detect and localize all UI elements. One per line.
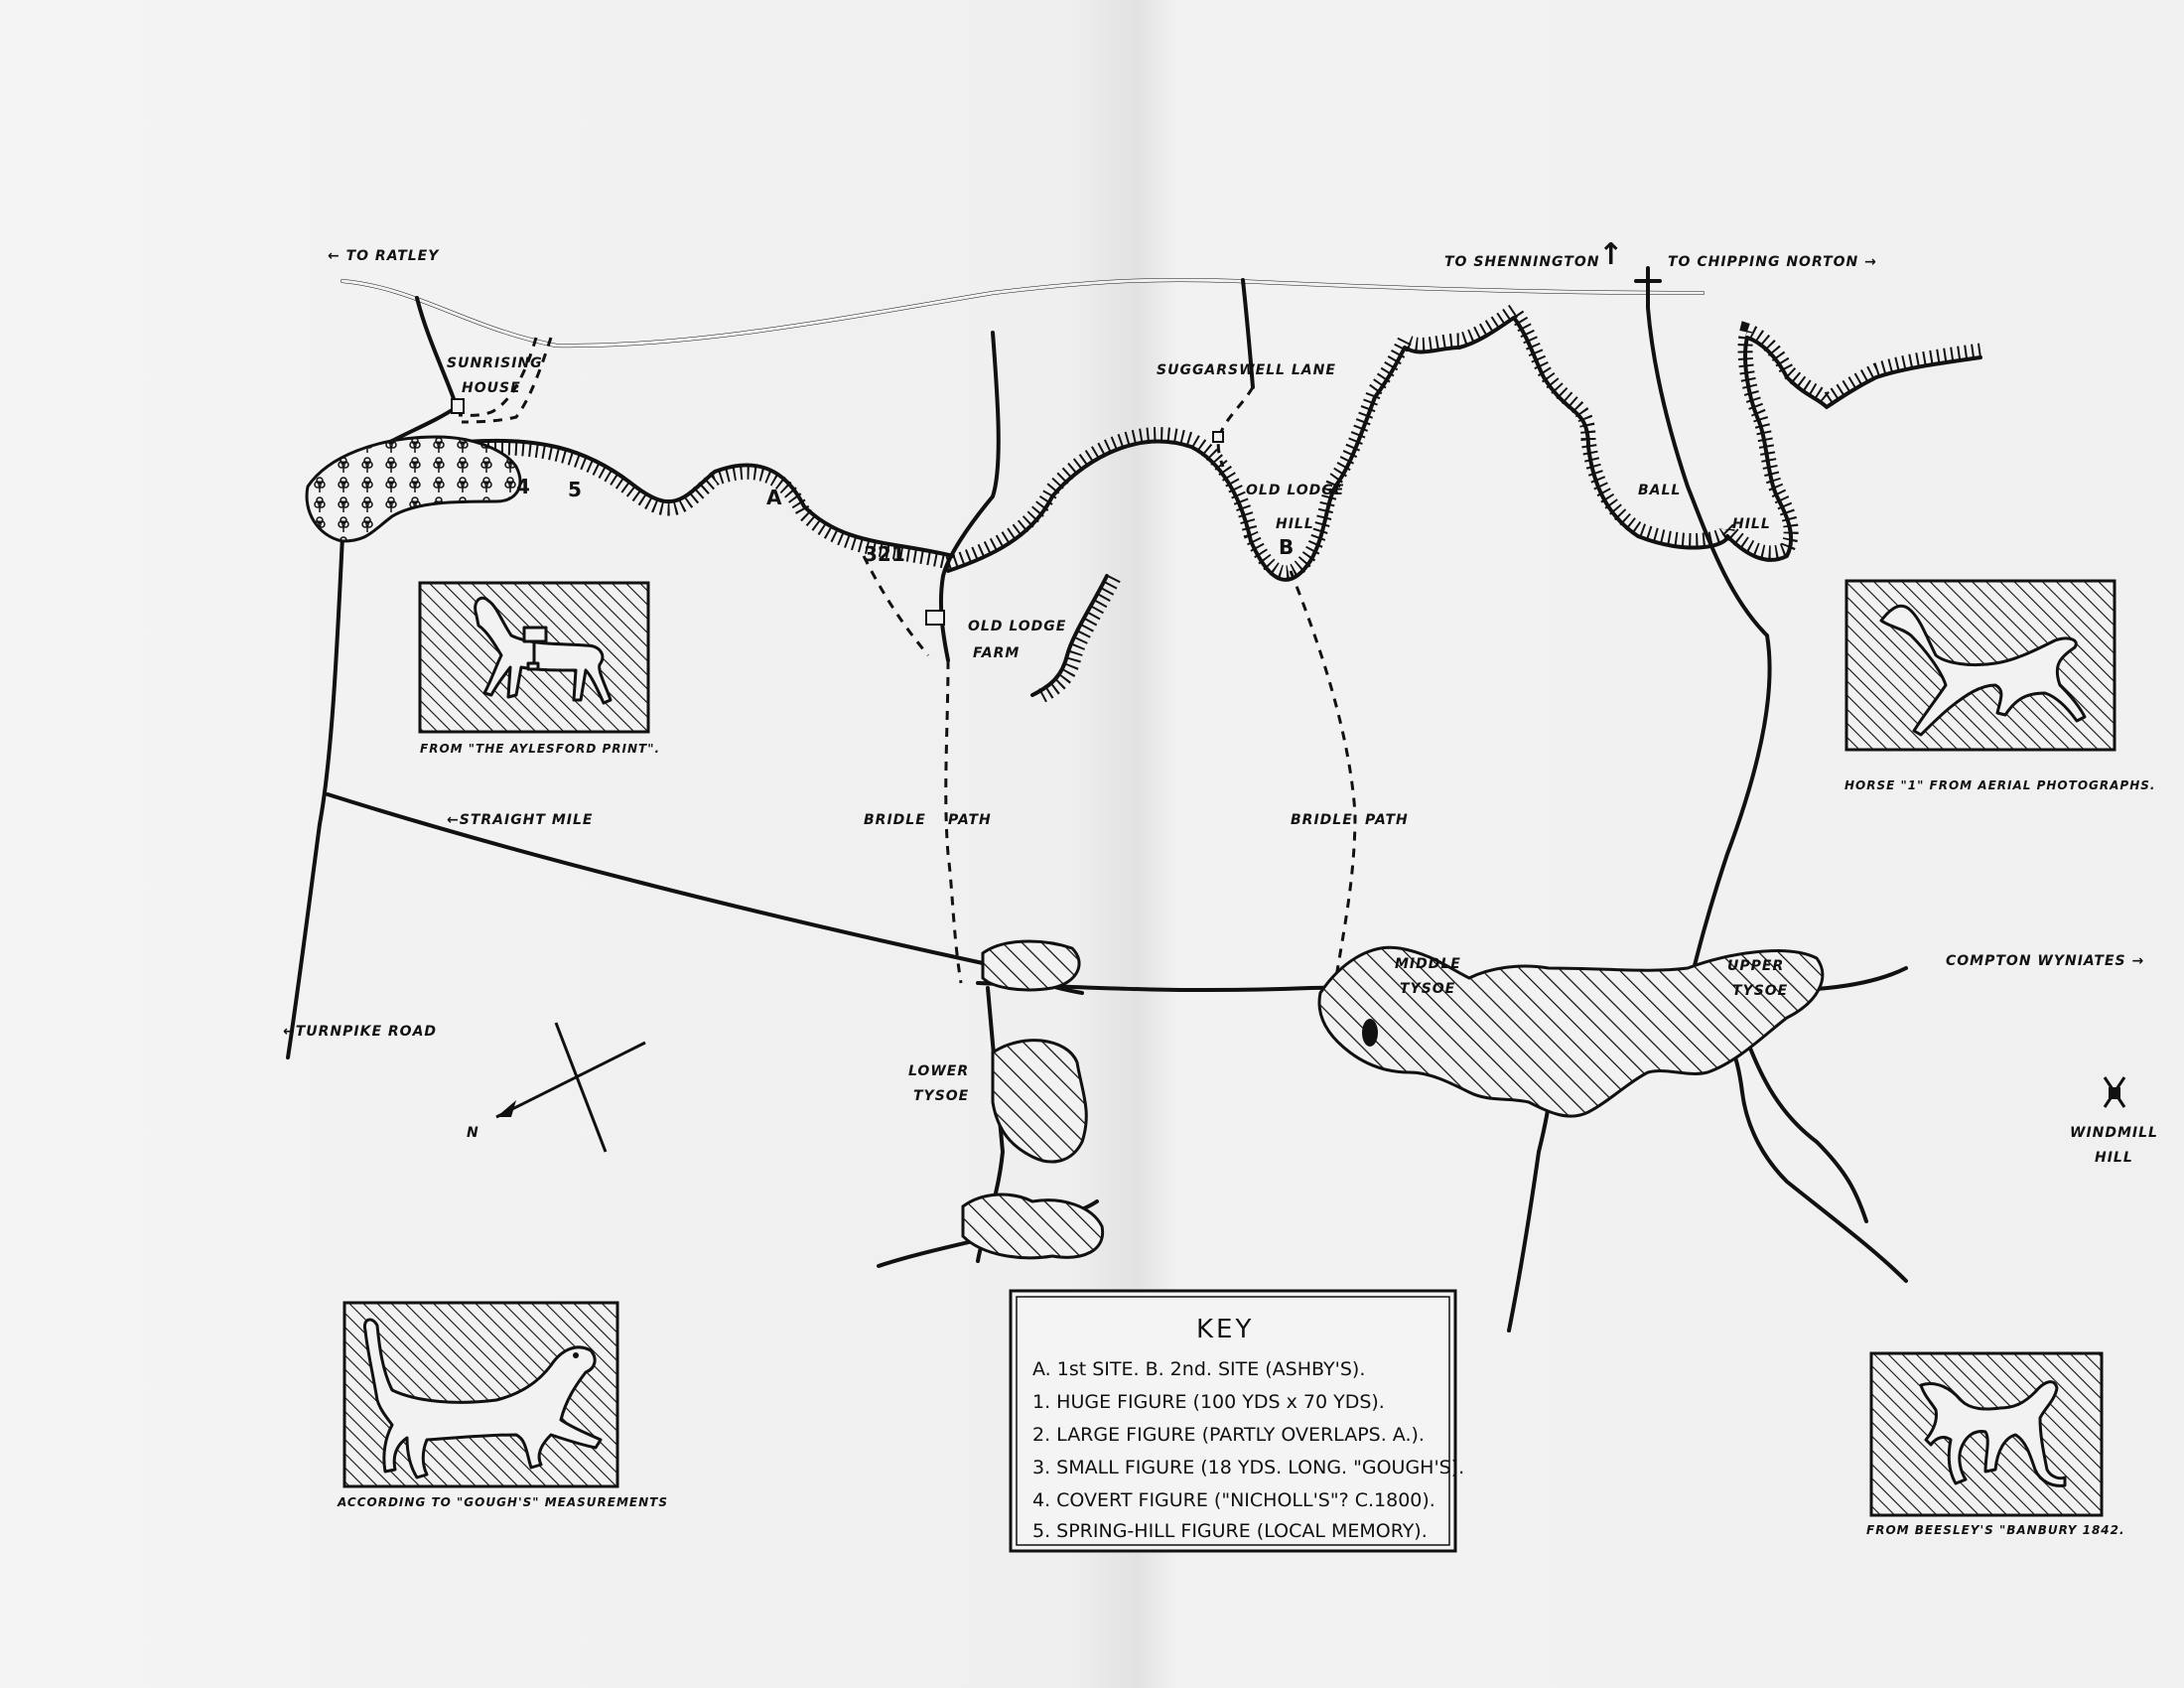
- caption-aerial: HORSE "1" FROM AERIAL PHOTOGRAPHS.: [1844, 778, 2156, 792]
- lower-tysoe-middle: [993, 1041, 1086, 1162]
- road-chipping: [1648, 268, 1770, 993]
- caption-beesley: FROM BEESLEY'S "BANBURY 1842.: [1866, 1523, 2125, 1537]
- sunrising-house-marker: [452, 399, 464, 413]
- label-sunrising: SUNRISING: [447, 355, 543, 371]
- suggarswell-marker: [1213, 432, 1223, 442]
- panel-gough: [337, 1303, 668, 1509]
- label-middle-tysoe-1: MIDDLE: [1395, 956, 1461, 972]
- key-title: KEY: [1196, 1315, 1255, 1344]
- ridge-farm-spur-hach: [1039, 578, 1114, 697]
- key-line: A. 1st SITE. B. 2nd. SITE (ASHBY'S).: [1032, 1358, 1366, 1380]
- windmill-icon: [2105, 1077, 2124, 1107]
- label-to-ratley: ← TO RATLEY: [328, 248, 440, 264]
- road-top-inner: [342, 280, 1703, 346]
- label-old-lodge-hill-2: HILL: [1276, 516, 1314, 532]
- road-old-lodge-farm: [941, 333, 999, 660]
- pond: [1362, 1019, 1378, 1047]
- key-line: 1. HUGE FIGURE (100 YDS x 70 YDS).: [1032, 1391, 1385, 1413]
- label-to-chipping-norton: TO CHIPPING NORTON →: [1668, 254, 1877, 270]
- site-321: 321: [864, 542, 905, 566]
- label-upper-tysoe-1: UPPER: [1727, 958, 1785, 974]
- map-key: [1011, 1291, 1464, 1551]
- roads: [288, 268, 1906, 1331]
- site-a: A: [766, 486, 782, 509]
- label-turnpike-road: ←TURNPIKE ROAD: [283, 1024, 438, 1040]
- label-to-shennington: TO SHENNINGTON: [1444, 254, 1600, 270]
- label-compton-wyniates: COMPTON WYNIATES →: [1946, 953, 2145, 969]
- label-windmill-1: WINDMILL: [2070, 1125, 2158, 1141]
- label-hill: HILL: [1732, 516, 1771, 532]
- suggarswell-dashed: [1218, 387, 1253, 467]
- label-ball: BALL: [1638, 483, 1682, 498]
- label-upper-tysoe-2: TYSOE: [1732, 983, 1789, 999]
- label-straight-mile: ←STRAIGHT MILE: [447, 812, 594, 828]
- label-lower-tysoe-2: TYSOE: [913, 1088, 970, 1104]
- label-bridle-right-2: PATH: [1365, 812, 1409, 828]
- ridge-old-lodge: [948, 318, 1727, 580]
- compass: [467, 1023, 645, 1152]
- label-windmill-2: HILL: [2095, 1150, 2133, 1166]
- label-house: HOUSE: [462, 380, 521, 396]
- panel-aylesford: [420, 583, 660, 756]
- label-bridle-left-2: PATH: [948, 812, 992, 828]
- label-suggarswell-lane: SUGGARSWELL LANE: [1157, 362, 1336, 378]
- key-line: 3. SMALL FIGURE (18 YDS. LONG. "GOUGH'S).: [1032, 1457, 1465, 1478]
- label-lower-tysoe-1: LOWER: [908, 1063, 970, 1079]
- lower-tysoe-south: [963, 1195, 1103, 1258]
- label-middle-tysoe-2: TYSOE: [1400, 981, 1456, 997]
- caption-gough: ACCORDING TO "GOUGH'S" MEASUREMENTS: [338, 1495, 668, 1509]
- north-arrow-icon: ↑: [1598, 237, 1625, 272]
- path-321: [864, 556, 928, 655]
- caption-aylesford: FROM "THE AYLESFORD PRINT".: [420, 742, 661, 756]
- ridge-a: [467, 441, 953, 556]
- label-old-lodge-hill-1: OLD LODGE: [1246, 483, 1345, 498]
- label-bridle-right-1: BRIDLE: [1291, 812, 1353, 828]
- site-b: B: [1279, 535, 1295, 559]
- label-old-lodge-farm-2: FARM: [973, 645, 1021, 661]
- label-old-lodge-farm-1: OLD LODGE: [968, 619, 1067, 634]
- lower-tysoe-north: [983, 941, 1079, 990]
- ridge-farm-spur: [1032, 576, 1107, 695]
- site-4: 4: [516, 475, 530, 498]
- key-line: 4. COVERT FIGURE ("NICHOLL'S"? C.1800).: [1032, 1489, 1435, 1511]
- sunrising-covert: [307, 437, 520, 541]
- compass-n: N: [467, 1125, 479, 1141]
- ridge-old-lodge-hach: [948, 311, 1727, 573]
- old-lodge-farm-marker: [926, 611, 944, 625]
- key-line: 5. SPRING-HILL FIGURE (LOCAL MEMORY).: [1032, 1520, 1428, 1542]
- bridle-path-right: [1291, 571, 1355, 983]
- panel-beesley: [1866, 1353, 2125, 1537]
- label-bridle-left-1: BRIDLE: [864, 812, 926, 828]
- panel-aerial: [1844, 581, 2155, 792]
- key-line: 2. LARGE FIGURE (PARTLY OVERLAPS. A.).: [1032, 1424, 1425, 1446]
- site-5: 5: [568, 478, 582, 501]
